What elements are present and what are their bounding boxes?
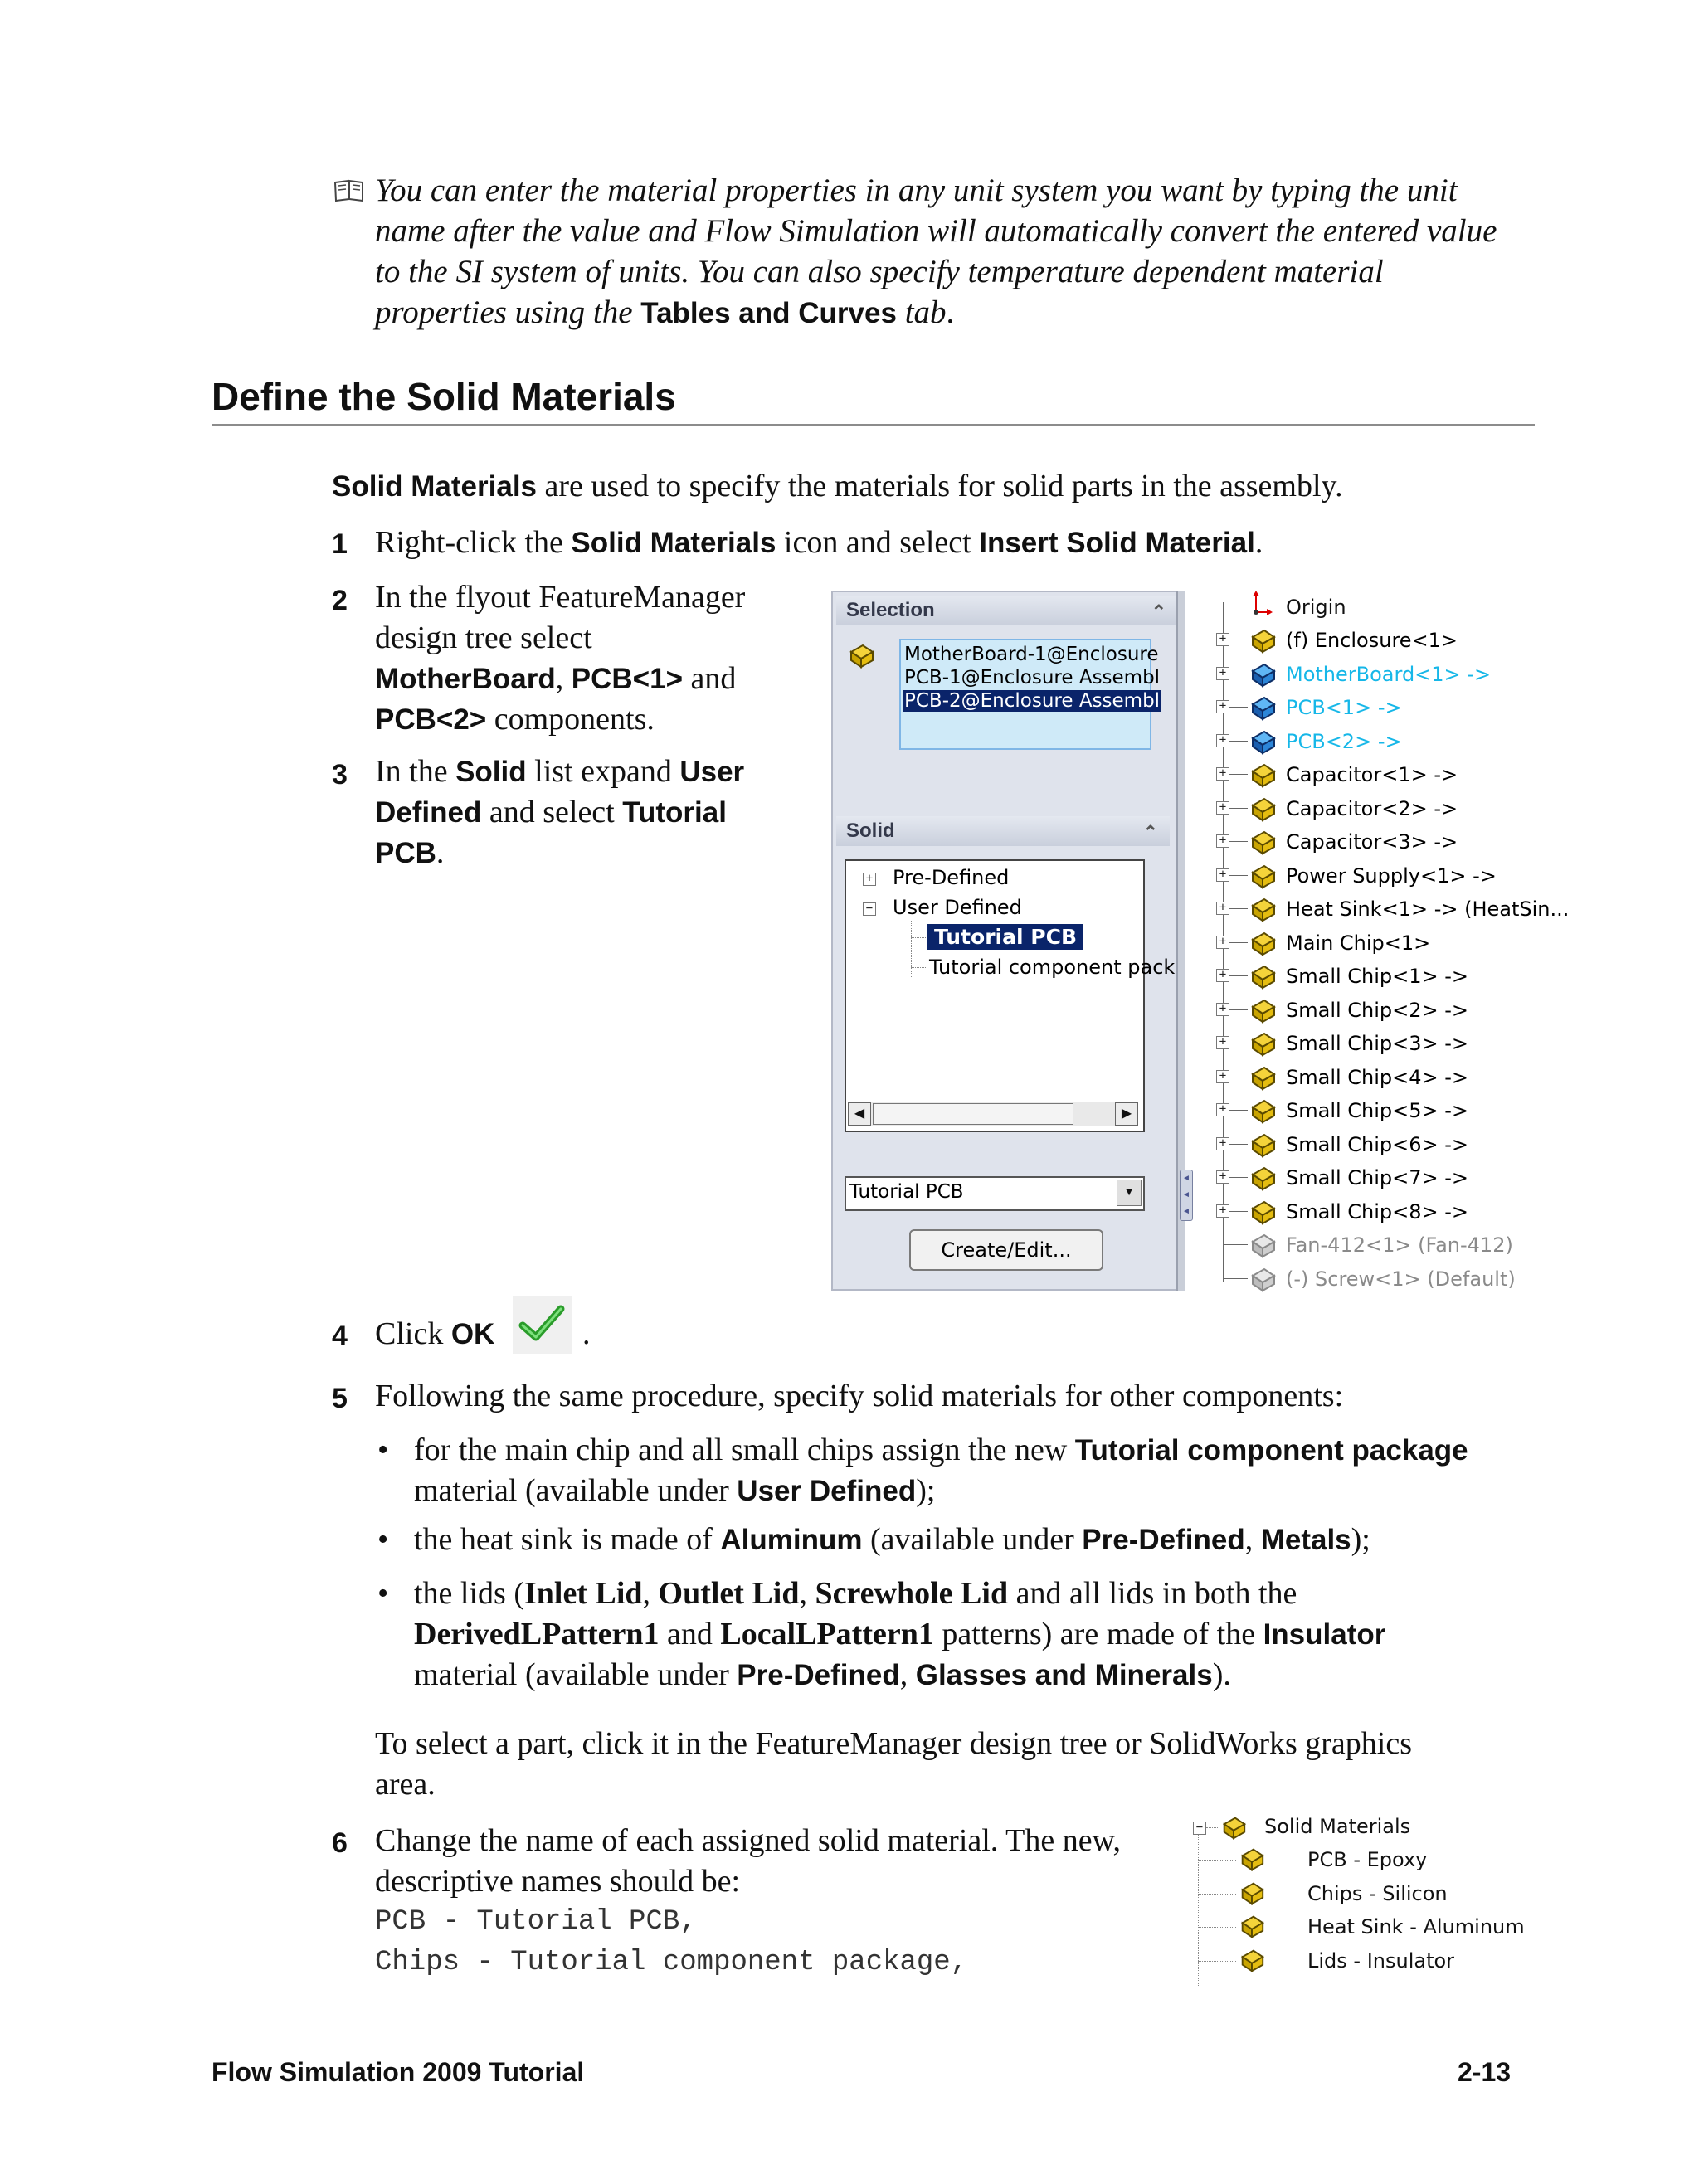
tree-connector bbox=[1198, 1860, 1236, 1861]
part-icon bbox=[1248, 1096, 1273, 1121]
bold-text: Glasses and Minerals bbox=[915, 1659, 1213, 1691]
tree-item-component[interactable]: Main Chip<1> bbox=[1286, 931, 1431, 955]
bold-text: PCB<2> bbox=[375, 703, 487, 736]
solid-material-icon bbox=[1238, 1946, 1263, 1971]
property-manager-panel bbox=[831, 591, 1183, 1291]
tree-connector bbox=[1198, 1961, 1236, 1962]
bold-text: Outlet Lid bbox=[658, 1576, 800, 1611]
selected-part-icon bbox=[1248, 693, 1273, 717]
tree-item-component[interactable]: Small Chip<7> -> bbox=[1286, 1166, 1469, 1189]
text: , bbox=[555, 661, 572, 696]
part-icon bbox=[1248, 760, 1273, 785]
bold-text: DerivedLPattern1 bbox=[414, 1617, 660, 1651]
text: and all lids in both the bbox=[1008, 1576, 1297, 1611]
collapse-icon[interactable]: ⌃ bbox=[1142, 822, 1158, 843]
code-text: PCB - Tutorial PCB, bbox=[375, 1906, 697, 1938]
text: (available under bbox=[862, 1522, 1083, 1557]
tree-item-component[interactable]: Capacitor<1> -> bbox=[1286, 763, 1458, 786]
bold-text: OK bbox=[450, 1318, 495, 1350]
bold-text: LocalLPattern1 bbox=[720, 1617, 934, 1651]
step-number: 4 bbox=[332, 1321, 348, 1352]
tree-connector bbox=[911, 937, 927, 938]
step-number: 3 bbox=[332, 759, 348, 790]
step1-text bbox=[375, 523, 1263, 563]
page-number: 2-13 bbox=[1458, 2057, 1512, 2087]
tree-item-component[interactable]: (f) Enclosure<1> bbox=[1286, 629, 1458, 652]
selected-part-icon bbox=[1248, 727, 1273, 752]
expand-icon[interactable]: + bbox=[863, 873, 876, 886]
text: the lids ( bbox=[414, 1576, 524, 1611]
text: . bbox=[436, 835, 445, 870]
selection-group-header[interactable] bbox=[836, 596, 1178, 625]
note-text bbox=[375, 170, 1570, 333]
origin-icon bbox=[1251, 591, 1273, 617]
solid-material-icon bbox=[1238, 1879, 1263, 1904]
step4-end: . bbox=[582, 1316, 591, 1351]
text: icon and select bbox=[776, 525, 980, 560]
text: and bbox=[659, 1617, 721, 1651]
solid-material-icon bbox=[1238, 1845, 1263, 1870]
selected-part-icon bbox=[1248, 659, 1273, 684]
expand-icon[interactable]: + bbox=[1216, 1103, 1229, 1116]
tree-item-component[interactable]: Capacitor<3> -> bbox=[1286, 830, 1458, 854]
text-line bbox=[375, 699, 806, 740]
tree-item-component[interactable]: Power Supply<1> -> bbox=[1286, 863, 1497, 888]
text: descriptive names should be: bbox=[375, 1864, 741, 1899]
text: . bbox=[1254, 525, 1263, 560]
dropdown-value: Tutorial PCB bbox=[850, 1181, 964, 1203]
intro-paragraph bbox=[332, 466, 1343, 507]
part-icon bbox=[1248, 1130, 1273, 1155]
tree-item-component[interactable]: Small Chip<6> -> bbox=[1286, 1132, 1469, 1156]
text-line bbox=[414, 1574, 1567, 1614]
text: , bbox=[899, 1657, 916, 1692]
tree-item-component[interactable]: Small Chip<1> -> bbox=[1286, 965, 1469, 988]
part-icon bbox=[1248, 928, 1273, 953]
text: , bbox=[642, 1576, 659, 1611]
text-line bbox=[414, 1614, 1567, 1655]
text: and bbox=[683, 661, 737, 696]
bullet-mark: • bbox=[377, 1432, 389, 1467]
intro-text: are used to specify the materials for solid parts in the assembly. bbox=[537, 469, 1343, 503]
tree-item-component[interactable]: Small Chip<3> -> bbox=[1286, 1032, 1469, 1055]
selection-item-selected[interactable]: PCB-2@Enclosure Assembl bbox=[904, 690, 1161, 712]
part-icon bbox=[1248, 861, 1273, 886]
horizontal-scrollbar[interactable] bbox=[848, 1102, 1138, 1126]
bold-text: Defined bbox=[375, 796, 482, 829]
text-line bbox=[414, 1430, 1567, 1471]
text-line bbox=[414, 1655, 1567, 1695]
bold-text: Solid Materials bbox=[571, 527, 776, 559]
bold-text: Pre-Defined bbox=[1082, 1524, 1245, 1556]
step-number: 6 bbox=[332, 1827, 348, 1859]
tree-item-material[interactable]: Lids - Insulator bbox=[1307, 1948, 1455, 1972]
text-line bbox=[375, 833, 806, 873]
text: To select a part, click it in the FeatureManager design tree or SolidWorks graphics bbox=[375, 1726, 1412, 1761]
feature-manager-tree bbox=[1211, 591, 1570, 1296]
text-line bbox=[375, 752, 806, 792]
selection-item[interactable]: PCB-1@Enclosure Assembl bbox=[904, 667, 1161, 688]
expand-icon[interactable]: + bbox=[1216, 1170, 1229, 1184]
text: design tree select bbox=[375, 620, 592, 655]
tree-connector bbox=[1198, 1894, 1236, 1895]
bold-text: Insert Solid Material bbox=[979, 527, 1255, 559]
note-line: name after the value and Flow Simulation will automatically convert the entered value bbox=[375, 213, 1497, 249]
expand-icon[interactable]: + bbox=[1216, 1070, 1229, 1083]
text: list expand bbox=[526, 754, 680, 789]
solid-materials-tree bbox=[1186, 1810, 1535, 1986]
text: patterns) are made of the bbox=[933, 1617, 1263, 1651]
tree-item-predefined[interactable]: Pre-Defined bbox=[893, 866, 1010, 889]
tree-connector bbox=[911, 921, 913, 977]
text: Click bbox=[375, 1316, 451, 1351]
solid-header-label: Solid bbox=[846, 820, 895, 842]
step-number: 1 bbox=[332, 528, 348, 560]
expand-icon[interactable]: + bbox=[1216, 1204, 1229, 1218]
expand-icon[interactable]: + bbox=[1216, 801, 1229, 815]
select-instructions bbox=[375, 1724, 1536, 1805]
bold-text: Inlet Lid bbox=[523, 1576, 643, 1611]
tree-item-tutorial-component[interactable]: Tutorial component pack bbox=[929, 956, 1176, 979]
tree-item-userdefined[interactable]: User Defined bbox=[893, 896, 1022, 919]
bold-text: Tutorial component package bbox=[1074, 1434, 1468, 1467]
tree-item-component[interactable]: PCB<2> -> bbox=[1286, 729, 1402, 753]
step5-text: Following the same procedure, specify solid materials for other components: bbox=[375, 1379, 1344, 1413]
selection-item[interactable]: MotherBoard-1@Enclosure bbox=[904, 644, 1159, 665]
note-text-part: tab bbox=[896, 294, 947, 330]
text: for the main chip and all small chips assign the new bbox=[414, 1432, 1075, 1467]
note-text-part: properties using the bbox=[375, 294, 641, 330]
expand-icon[interactable]: + bbox=[1216, 969, 1229, 982]
scroll-left-button[interactable]: ◀ bbox=[848, 1102, 871, 1126]
text: ); bbox=[916, 1473, 936, 1508]
bold-text: User bbox=[679, 756, 745, 788]
part-icon bbox=[1248, 1163, 1273, 1188]
note-line: to the SI system of units. You can also specify temperature dependent material bbox=[375, 254, 1384, 289]
text: the heat sink is made of bbox=[414, 1522, 721, 1557]
tree-item-component[interactable]: Small Chip<5> -> bbox=[1286, 1099, 1469, 1122]
tree-item-component[interactable]: PCB<1> -> bbox=[1286, 696, 1402, 719]
bullet-3 bbox=[414, 1574, 1567, 1695]
tree-item-tutorial-pcb[interactable]: Tutorial PCB bbox=[927, 924, 1083, 950]
tree-item-component[interactable]: Heat Sink<1> -> (HeatSin... bbox=[1286, 897, 1570, 921]
expand-icon[interactable]: + bbox=[1216, 834, 1229, 848]
text: ); bbox=[1351, 1522, 1370, 1557]
selection-header-label: Selection bbox=[846, 599, 935, 621]
bold-text: Tutorial bbox=[622, 796, 727, 829]
tree-item-component[interactable]: Small Chip<2> -> bbox=[1286, 998, 1469, 1022]
collapse-icon[interactable]: − bbox=[1193, 1822, 1206, 1835]
bold-text: MotherBoard bbox=[375, 663, 556, 695]
tree-connector bbox=[1198, 1835, 1200, 1986]
tree-item-component[interactable]: (-) Screw<1> (Default) bbox=[1286, 1267, 1516, 1291]
text: In the flyout FeatureManager bbox=[375, 580, 746, 615]
bold-text: Screwhole Lid bbox=[815, 1576, 1009, 1611]
suppressed-part-icon bbox=[1248, 1230, 1273, 1255]
solid-material-icon bbox=[1238, 1912, 1263, 1937]
create-edit-button[interactable]: Create/Edit... bbox=[909, 1229, 1103, 1271]
part-icon bbox=[1248, 995, 1273, 1020]
bold-text: PCB bbox=[375, 837, 436, 869]
tree-item-material[interactable]: Heat Sink - Aluminum bbox=[1307, 1915, 1525, 1938]
expand-icon[interactable]: + bbox=[1216, 1003, 1229, 1016]
bold-text: Solid bbox=[455, 756, 527, 788]
expand-icon[interactable]: + bbox=[1216, 868, 1229, 882]
solid-group-header[interactable] bbox=[836, 816, 1170, 846]
text: area. bbox=[375, 1767, 436, 1802]
part-icon bbox=[1248, 625, 1273, 650]
bullet-1 bbox=[414, 1430, 1567, 1511]
expand-icon[interactable]: + bbox=[1216, 936, 1229, 949]
tree-item-material[interactable]: PCB - Epoxy bbox=[1307, 1848, 1428, 1871]
tree-connector bbox=[911, 967, 927, 968]
book-icon bbox=[333, 178, 365, 202]
bold-text: Aluminum bbox=[720, 1524, 863, 1556]
tree-item-material[interactable]: Chips - Silicon bbox=[1307, 1881, 1448, 1905]
bullet-mark: • bbox=[377, 1576, 389, 1611]
ok-button[interactable] bbox=[513, 1296, 572, 1354]
checkmark-icon bbox=[513, 1296, 572, 1354]
expand-icon[interactable]: + bbox=[1216, 902, 1229, 915]
tree-connector bbox=[1198, 1927, 1236, 1928]
part-icon bbox=[1248, 894, 1273, 919]
text: ). bbox=[1212, 1657, 1231, 1692]
text: components. bbox=[486, 702, 655, 737]
collapse-icon[interactable]: ⌃ bbox=[1151, 601, 1166, 622]
scroll-right-button[interactable]: ▶ bbox=[1115, 1102, 1138, 1126]
footer-title: Flow Simulation 2009 Tutorial bbox=[212, 2057, 585, 2087]
intro-bold: Solid Materials bbox=[332, 470, 538, 503]
tree-connector bbox=[1223, 1244, 1248, 1245]
step-number: 5 bbox=[332, 1383, 348, 1414]
text: , bbox=[799, 1576, 815, 1611]
part-icon bbox=[1248, 1029, 1273, 1053]
section-title: Define the Solid Materials bbox=[212, 375, 676, 418]
expand-icon[interactable]: + bbox=[1216, 700, 1229, 713]
bold-text: User Defined bbox=[737, 1475, 917, 1507]
section-rule bbox=[212, 424, 1535, 426]
text-line bbox=[414, 1471, 1567, 1511]
tree-item-origin[interactable]: Origin bbox=[1286, 596, 1346, 619]
part-icon bbox=[1248, 1197, 1273, 1222]
solid-material-tree bbox=[845, 859, 1176, 1132]
tree-connector bbox=[1223, 1278, 1248, 1279]
tree-item-solid-materials[interactable]: Solid Materials bbox=[1264, 1815, 1411, 1838]
chevron-down-icon[interactable]: ▼ bbox=[1117, 1180, 1142, 1206]
part-icon bbox=[1248, 827, 1273, 852]
collapse-icon[interactable]: − bbox=[863, 902, 876, 916]
text-line bbox=[375, 792, 806, 833]
step6-text bbox=[375, 1821, 1121, 1983]
text: material (available under bbox=[414, 1473, 738, 1508]
selection-list[interactable] bbox=[899, 639, 1161, 750]
expand-icon[interactable]: + bbox=[1216, 633, 1229, 646]
code-text: Chips - Tutorial component package, bbox=[375, 1947, 968, 1978]
bold-text: Insulator bbox=[1263, 1618, 1386, 1651]
solid-materials-icon bbox=[1219, 1813, 1248, 1841]
expand-icon[interactable]: + bbox=[1216, 1137, 1229, 1150]
scroll-thumb[interactable] bbox=[873, 1103, 1073, 1125]
tree-item-component[interactable]: Fan-412<1> (Fan-412) bbox=[1286, 1233, 1513, 1257]
tree-item-component[interactable]: Capacitor<2> -> bbox=[1286, 796, 1458, 820]
tree-item-component[interactable]: Small Chip<8> -> bbox=[1286, 1199, 1469, 1223]
splitter-arrow-icon[interactable]: ◄ ◄ ◄ bbox=[1180, 1170, 1193, 1221]
expand-icon[interactable]: + bbox=[1216, 1036, 1229, 1049]
tree-item-component[interactable]: Small Chip<4> -> bbox=[1286, 1065, 1469, 1089]
expand-icon[interactable]: + bbox=[1216, 667, 1229, 680]
part-icon bbox=[1248, 1063, 1273, 1087]
text: In the bbox=[375, 754, 456, 789]
note-line: You can enter the material properties in any unit system you want by typing the unit bbox=[375, 173, 1458, 208]
text-line bbox=[375, 659, 806, 699]
component-icon bbox=[846, 640, 876, 670]
step4-text bbox=[375, 1314, 494, 1355]
step3-text bbox=[375, 752, 806, 873]
note-end: . bbox=[946, 294, 955, 330]
step-number: 2 bbox=[332, 585, 348, 616]
tree-connector bbox=[1206, 1827, 1219, 1828]
text: material (available under bbox=[414, 1657, 738, 1692]
note-line bbox=[375, 292, 1570, 333]
part-icon bbox=[1248, 961, 1273, 986]
expand-icon[interactable]: + bbox=[1216, 734, 1229, 747]
bold-text: PCB<1> bbox=[571, 663, 684, 695]
text: and select bbox=[481, 795, 623, 829]
suppressed-part-icon bbox=[1248, 1264, 1273, 1289]
tree-item-component[interactable]: MotherBoard<1> -> bbox=[1286, 662, 1492, 686]
expand-icon[interactable]: + bbox=[1216, 767, 1229, 781]
bold-text: Metals bbox=[1260, 1524, 1351, 1556]
text: Right-click the bbox=[375, 525, 572, 560]
step2-text bbox=[375, 577, 806, 740]
material-dropdown[interactable] bbox=[845, 1176, 1145, 1211]
bullet-2 bbox=[414, 1520, 1370, 1560]
bullet-mark: • bbox=[377, 1522, 389, 1557]
text: , bbox=[1244, 1522, 1261, 1557]
part-icon bbox=[1248, 794, 1273, 819]
bold-text: Pre-Defined bbox=[737, 1659, 900, 1691]
note-bold: Tables and Curves bbox=[640, 297, 897, 329]
text: Change the name of each assigned solid material. The new, bbox=[375, 1823, 1122, 1858]
